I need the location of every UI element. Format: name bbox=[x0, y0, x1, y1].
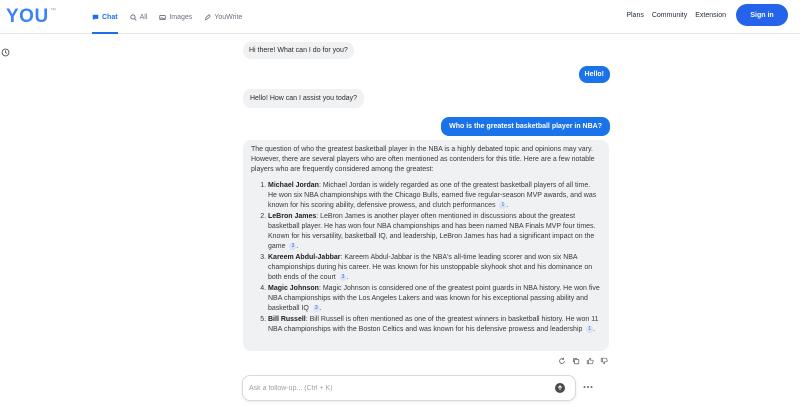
player-description: : LeBron James is another player often mentioned in discussions about the greatest basketball player. He has won four NBA championships and has been named NBA Finals MVP four times. Known for his versatility, basketball IQ, and leadership, LeBron James has had a significant impact on the game bbox=[268, 213, 596, 250]
send-icon bbox=[557, 385, 563, 391]
list-item: 5. Bill Russell: Bill Russell is often mentioned as one of the greatest winners in basketball history. He won 11 NBA championships with the Boston Celtics and was known for his defensive prowess and leadership 1 . bbox=[268, 315, 601, 335]
player-name: Michael Jordan bbox=[268, 182, 319, 189]
extension-link[interactable]: Extension bbox=[695, 11, 726, 19]
more-icon[interactable] bbox=[583, 385, 593, 389]
thumbs-down-icon[interactable] bbox=[600, 357, 608, 365]
copy-icon[interactable] bbox=[572, 357, 580, 365]
bot-answer bbox=[243, 140, 609, 351]
citation-badge[interactable]: 3 bbox=[341, 274, 345, 280]
followup-input[interactable] bbox=[249, 382, 539, 395]
player-name: Bill Russell bbox=[268, 316, 306, 323]
citation-badge[interactable]: 1 bbox=[501, 202, 505, 208]
regenerate-icon[interactable] bbox=[558, 357, 566, 365]
thumbs-up-icon[interactable] bbox=[586, 357, 594, 365]
history-icon[interactable] bbox=[1, 48, 10, 57]
pen-icon bbox=[204, 14, 211, 21]
right-nav bbox=[626, 4, 788, 26]
player-description: : Bill Russell is often mentioned as one of the greatest winners in basketball history. He won 11 NBA championships with the Boston Celtics and was known for his defensive prowess and leadership bbox=[268, 316, 599, 333]
list-item: 1. Michael Jordan: Michael Jordan is widely regarded as one of the greatest basketball players of all time. He won six NBA championships with the Chicago Bulls, earned five regular-season MVP awards, and was known for his scoring ability, defensive prowess, and clutch performances 1 . bbox=[268, 181, 601, 211]
tab-chat[interactable] bbox=[92, 0, 118, 34]
bot-message: Hello! How can I assist you today? bbox=[243, 89, 364, 108]
tab-youwrite[interactable] bbox=[204, 0, 242, 34]
community-link[interactable]: Community bbox=[651, 11, 688, 19]
tab-youwrite-label: YouWrite bbox=[214, 13, 243, 21]
image-icon bbox=[159, 14, 166, 21]
tab-all[interactable] bbox=[130, 0, 148, 34]
list-item: 4. Magic Johnson: Magic Johnson is considered one of the greatest point guards in NBA history. He won five NBA championships with the Los Angeles Lakers and was known for his exceptional passing ability and basketball IQ 3 . bbox=[268, 284, 601, 314]
chat-icon bbox=[92, 14, 99, 21]
citation-badge[interactable]: 1 bbox=[588, 326, 592, 332]
citation-badge[interactable]: 3 bbox=[291, 243, 295, 249]
tab-images-label: Images bbox=[169, 13, 193, 21]
list-item: 2. LeBron James: LeBron James is another player often mentioned in discussions about the greatest basketball player. He has won four NBA championships and has been named NBA Finals MVP four times. Known for his versatility, basketball IQ, and leadership, LeBron James has had a significant impact on the game 3 . bbox=[268, 212, 601, 252]
tab-chat-label: Chat bbox=[102, 13, 118, 21]
answer-intro: The question of who the greatest basketball player in the NBA is a highly debated topic and opinions may vary. However, there are several players who are often mentioned as contenders for this title. Here are a few notable players who are frequently considered among the greatest: bbox=[251, 146, 595, 173]
logo[interactable]: YOU bbox=[6, 6, 49, 27]
plans-link[interactable]: Plans bbox=[626, 11, 644, 19]
player-description: : Michael Jordan is widely regarded as one of the greatest basketball players of all time. He won six NBA championships with the Chicago Bulls, earned five regular-season MVP awards, and was known for his scoring ability, defensive prowess, and clutch performances bbox=[268, 182, 597, 209]
player-name: LeBron James bbox=[268, 213, 317, 220]
answer-actions bbox=[558, 357, 608, 365]
tab-all-label: All bbox=[139, 13, 148, 21]
logo-trademark: ™ bbox=[50, 8, 56, 14]
player-description: : Magic Johnson is considered one of the greatest point guards in NBA history. He won five NBA championships with the Los Angeles Lakers and was known for his exceptional passing ability and basketball IQ bbox=[268, 285, 600, 312]
list-item: 3. Kareem Abdul-Jabbar: Kareem Abdul-Jabbar is the NBA's all-time leading scorer and won six NBA championships during his career. He was known for his unstoppable skyhook shot and his dominance on both ends of the court 3 . bbox=[268, 253, 601, 283]
top-bar bbox=[0, 0, 800, 34]
player-name: Kareem Abdul-Jabbar bbox=[268, 254, 341, 261]
followup-box bbox=[242, 375, 576, 401]
search-icon bbox=[130, 14, 137, 21]
bot-message: Hi there! What can I do for you? bbox=[243, 42, 354, 59]
sign-in-button[interactable]: Sign in bbox=[736, 4, 788, 26]
search-mode-tabs bbox=[92, 0, 242, 34]
send-button[interactable] bbox=[555, 383, 565, 393]
player-description: : Kareem Abdul-Jabbar is the NBA's all-time leading scorer and won six NBA championships during his career. He was known for his unstoppable skyhook shot and his dominance on both ends of the court bbox=[268, 254, 593, 281]
answer-list bbox=[251, 181, 601, 335]
citation-badge[interactable]: 3 bbox=[314, 305, 318, 311]
player-name: Magic Johnson bbox=[268, 285, 319, 292]
user-message: Hello! bbox=[579, 66, 610, 83]
tab-images[interactable] bbox=[159, 0, 192, 34]
user-message: Who is the greatest basketball player in NBA? bbox=[441, 117, 610, 136]
